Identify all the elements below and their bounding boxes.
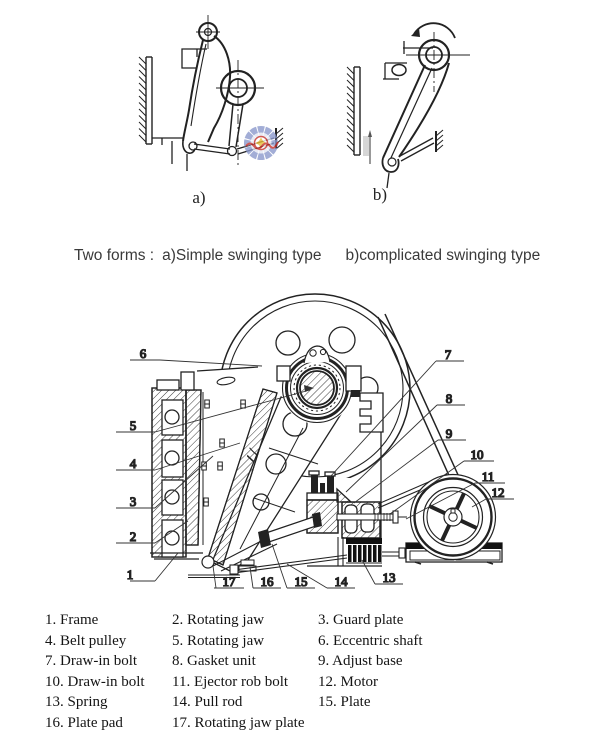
figure-a-drawing [139, 15, 283, 171]
callout-4: 4 [129, 456, 137, 471]
parts-item: 12. Motor [318, 673, 378, 690]
parts-item: 4. Belt pulley [45, 632, 127, 649]
callout-15: 15 [294, 574, 308, 589]
figure-a-label: a) [192, 188, 206, 207]
parts-item: 13. Spring [45, 694, 108, 710]
parts-item: 6. Eccentric shaft [318, 632, 423, 649]
callout-11: 11 [481, 469, 495, 484]
fixed-jaw-column [150, 372, 203, 559]
callout-1: 1 [126, 567, 134, 582]
callout-8: 8 [445, 391, 453, 406]
flywheel-hole [276, 331, 300, 355]
figure-caption [74, 247, 540, 265]
ground-anchor-b [436, 130, 443, 152]
parts-item: 1. Frame [45, 612, 99, 628]
eccentric-b [406, 23, 470, 92]
pivot-joint-a [196, 15, 220, 49]
callout-10: 10 [470, 447, 484, 462]
swing-jaw-b [382, 63, 449, 188]
flywheel-hole [329, 327, 355, 353]
spring [338, 537, 405, 566]
parts-item: 15. Plate [318, 694, 371, 710]
parts-item: 5. Rotating jaw [172, 632, 265, 649]
callout-17: 17 [222, 574, 236, 589]
main-diagram-drawing [116, 294, 514, 589]
parts-item: 14. Pull rod [172, 694, 243, 710]
callout-7: 7 [444, 347, 452, 362]
support-bracket-b [383, 41, 433, 79]
base-lines-a [152, 138, 187, 171]
callout-13: 13 [382, 570, 396, 585]
callout-5: 5 [129, 418, 137, 433]
figure-b-label: b) [372, 185, 388, 204]
caption-item-a: a)Simple swinging type [162, 247, 322, 264]
parts-item: 17. Rotating jaw plate [172, 714, 305, 731]
parts-item: 7. Draw-in bolt [45, 653, 138, 669]
parts-item: 11. Ejector rob bolt [172, 673, 289, 690]
callout-12: 12 [491, 485, 505, 500]
parts-item: 9. Adjust base [318, 653, 403, 669]
callout-2: 2 [129, 529, 137, 544]
figure-b-drawing [347, 23, 470, 188]
caption-item-b: b)complicated swinging type [345, 247, 541, 264]
caption-prefix: Two forms : [74, 247, 155, 264]
parts-item: 8. Gasket unit [172, 653, 256, 669]
fixed-wall-b [347, 67, 372, 164]
fixed-wall-a [139, 57, 152, 144]
callout-6: 6 [139, 346, 147, 361]
callout-9: 9 [445, 426, 453, 441]
parts-item: 3. Guard plate [318, 612, 404, 628]
draw-in-bolts [307, 471, 338, 500]
callout-14: 14 [334, 574, 348, 589]
watermark-logo [244, 126, 278, 160]
callout-3: 3 [129, 494, 137, 509]
parts-item: 2. Rotating jaw [172, 612, 265, 628]
motor-pulley [411, 475, 496, 560]
parts-item: 16. Plate pad [45, 714, 123, 731]
callout-16: 16 [260, 574, 274, 589]
parts-list [45, 612, 528, 735]
parts-item: 10. Draw-in bolt [45, 673, 145, 690]
